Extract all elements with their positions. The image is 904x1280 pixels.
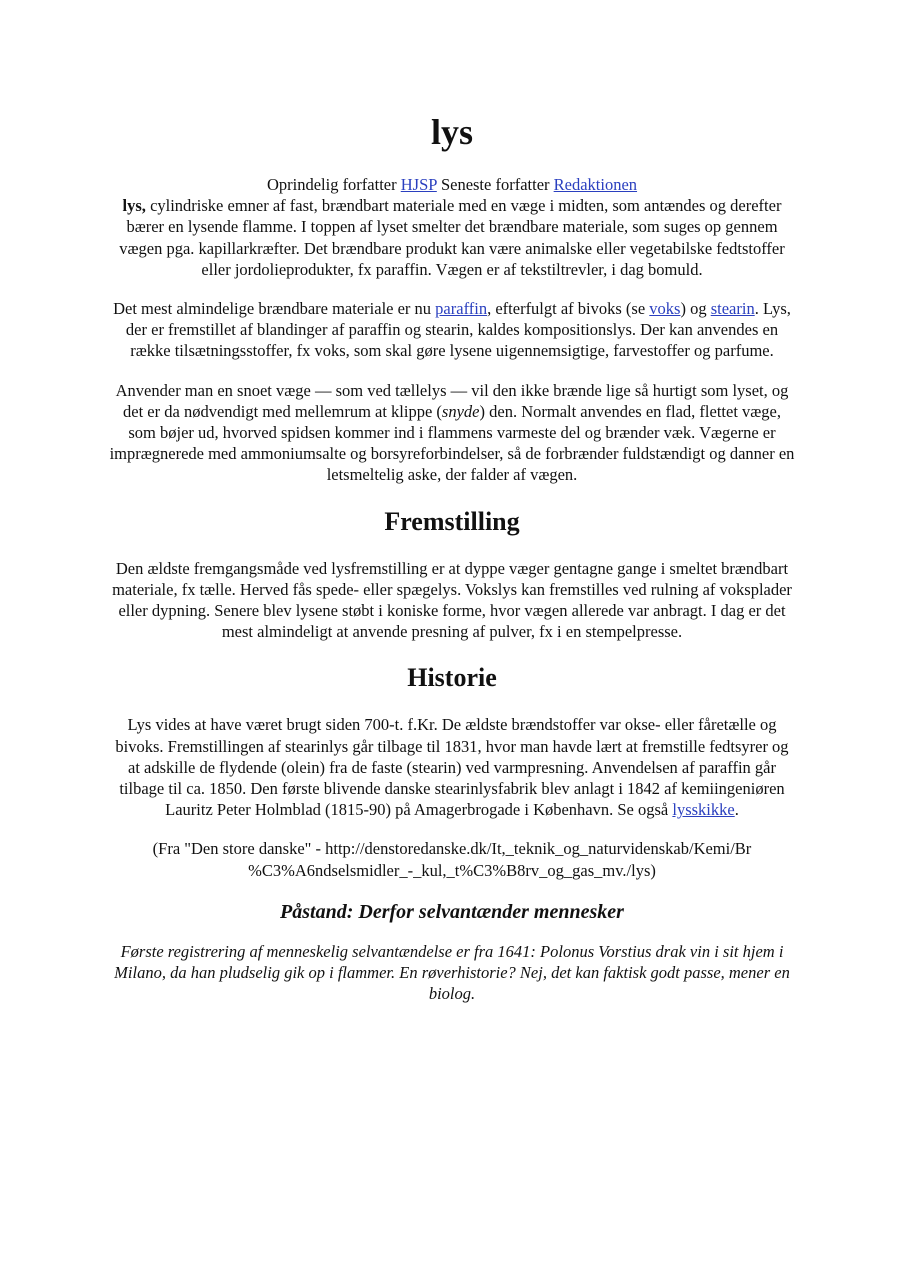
claim-heading: Påstand: Derfor selvantænder mennesker [280,900,624,923]
section-heading-historie: Historie [407,663,497,693]
materials-text-2: , efterfulgt af bivoks (se [487,299,650,319]
section-heading-fremstilling: Fremstilling [384,506,520,536]
paraffin-link[interactable]: paraffin [435,299,488,319]
materials-text-4: . Lys, der er fremstillet af blandinger af paraffin og stearin, kaldes kompositionslys. Der kan anvendes en række tilsætningsstoffer, fx voks, som skal gøre lysene uigennemsigtige, farvestoffer og parfume. [125,299,791,361]
intro-paragraph [108,195,796,280]
page-title: lys [430,112,473,152]
materials-paragraph [108,298,796,362]
latest-author-label: Seneste forfatter [440,175,550,194]
author-line [108,174,796,195]
stearin-link[interactable]: stearin [710,299,755,319]
source-line-1: (Fra "Den store danske" - http://denstoredanske.dk/It,_teknik_og_naturvidenskab/Kemi/Br [152,839,752,859]
latest-author-link[interactable]: Redaktionen [553,175,638,194]
historie-text-2: . [734,800,739,820]
materials-text-3: ) og [680,299,711,319]
wick-emphasis: snyde [441,401,480,421]
wick-text-1: Anvender man en snoet væge — som ved tællelys — vil den ikke brænde lige så hurtigt som lyset, og det er da nødvendigt med mellemrum at klippe ( [115,380,789,421]
wick-text-2: ) den. Normalt anvendes en flad, flettet væge, som bøjer ud, hvorved spidsen kommer ind i flammens varmeste del og brænder væk. Vægerne er imprægnerede med ammoniumsalte og borsyreforbindelser, så de forbrænder fuldstændigt og danner en letsmeltelig aske, der falder af vægen. [109,401,795,485]
original-author-label: Oprindelig forfatter [266,175,397,194]
fremstilling-paragraph: Den ældste fremgangsmåde ved lysfremstilling er at dyppe væger gentagne gange i smeltet brændbart materiale, fx tælle. Herved fås spede- eller spægelys. Vokslys kan fremstilles ved rulning af voksplader eller dypning. Senere blev lysene støbt i koniske forme, hvor vægen allerede var anbragt. I dag er det mest almindeligt at anvende presning af pulver, fx i en stempelpresse. [112,558,792,642]
document-page [108,110,796,1022]
source-citation [108,838,796,880]
voks-link[interactable]: voks [649,299,681,319]
lysskikke-link[interactable]: lysskikke [672,800,735,820]
intro-term: lys, [122,196,146,216]
claim-paragraph: Første registrering af menneskelig selvantændelse er fra 1641: Polonus Vorstius drak vin i sit hjem i Milano, da han pludselig gik op i flammer. En røverhistorie? Nej, det kan faktisk godt passe, mener en biolog. [114,941,790,1004]
original-author-link[interactable]: HJSP [400,175,437,194]
historie-paragraph [108,714,796,820]
source-line-2: %C3%A6ndselsmidler_-_kul,_t%C3%B8rv_og_gas_mv./lys) [248,860,656,880]
wick-paragraph [108,380,796,486]
historie-text-1: Lys vides at have været brugt siden 700-t. f.Kr. De ældste brændstoffer var okse- eller fåretælle og bivoks. Fremstillingen af stearinlys går tilbage til 1831, hvor man havde lært at fremstille fedtsyrer og at adskille de flydende (olein) fra de faste (stearin) ved varmpresning. Anvendelsen af paraffin går tilbage til ca. 1850. Den første blivende danske stearinlysfabrik blev anlagt i 1842 af kemiingeniøren Lauritz Peter Holmblad (1815-90) på Amagerbrogade i København. Se også [115,715,789,820]
materials-text-1: Det mest almindelige brændbare materiale er nu [113,299,436,319]
intro-text: cylindriske emner af fast, brændbart materiale med en væge i midten, som antændes og derefter bærer en lysende flamme. I toppen af lyset smelter det brændbare materiale, som suges op gennem vægen pga. kapillarkræfter. Det brændbare produkt kan være animalske eller vegetabilske fedtstoffer eller jordolieprodukter, fx paraffin. Vægen er af tekstiltrevler, i dag bomuld. [119,196,785,279]
